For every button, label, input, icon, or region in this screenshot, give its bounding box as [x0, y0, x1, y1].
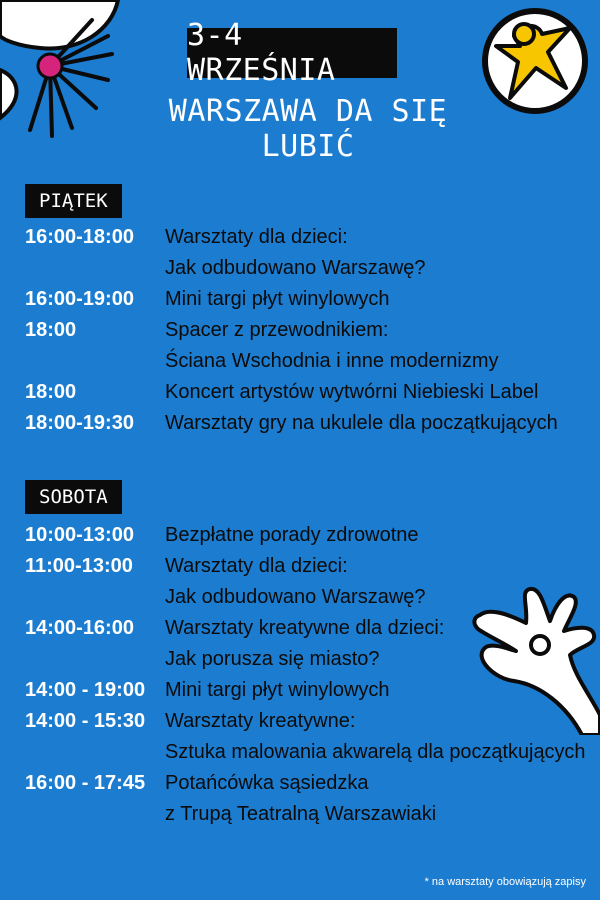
time-slot [25, 346, 165, 377]
date-banner: 3-4 WRZEŚNIA [187, 28, 397, 78]
event-description: Warsztaty gry na ukulele dla początkujących [165, 412, 558, 434]
schedule-row [25, 315, 585, 346]
time-slot: 11:00-13:00 [25, 555, 133, 577]
schedule-row [25, 799, 585, 830]
schedule-row [25, 613, 585, 644]
time-slot: 14:00 - 19:00 [25, 679, 146, 701]
time-slot: 18:00-19:30 [25, 412, 134, 434]
event-description: Jak odbudowano Warszawę? [165, 586, 426, 608]
time-slot [25, 644, 165, 675]
sun-decoration-icon [0, 0, 160, 160]
time-slot [25, 582, 165, 613]
schedule-friday [25, 222, 585, 439]
event-description: Warsztaty dla dzieci: [165, 226, 348, 248]
day-label-saturday: SOBOTA [25, 480, 122, 514]
time-slot: 14:00 - 15:30 [25, 710, 146, 732]
schedule-row [25, 768, 585, 799]
event-description: z Trupą Teatralną Warszawiaki [165, 803, 437, 825]
schedule-row [25, 644, 585, 675]
time-slot: 18:00 [25, 319, 77, 341]
event-description: Koncert artystów wytwórni Niebieski Label [165, 381, 539, 403]
schedule-row [25, 222, 585, 253]
event-description: Jak odbudowano Warszawę? [165, 257, 426, 279]
star-person-logo-icon [480, 6, 590, 116]
event-description: Spacer z przewodnikiem: [165, 319, 389, 341]
schedule-row [25, 408, 585, 439]
event-description: Warsztaty dla dzieci: [165, 555, 348, 577]
time-slot: 16:00-18:00 [25, 226, 134, 248]
schedule-row [25, 706, 585, 737]
schedule-row [25, 346, 585, 377]
event-description: Sztuka malowania akwarelą dla początkujących [165, 741, 586, 763]
schedule-row [25, 377, 585, 408]
schedule-saturday [25, 520, 585, 830]
schedule-row [25, 284, 585, 315]
event-description: Jak porusza się miasto? [165, 648, 380, 670]
schedule-row [25, 253, 585, 284]
time-slot: 14:00-16:00 [25, 617, 134, 639]
event-description: Ściana Wschodnia i inne modernizmy [165, 350, 499, 372]
schedule-row [25, 551, 585, 582]
event-description: Bezpłatne porady zdrowotne [165, 524, 419, 546]
event-description: Warsztaty kreatywne: [165, 710, 356, 732]
event-description: Potańcówka sąsiedzka [165, 772, 369, 794]
time-slot: 18:00 [25, 381, 77, 403]
schedule-row [25, 737, 585, 768]
time-slot [25, 737, 165, 768]
time-slot [25, 799, 165, 830]
event-description: Mini targi płyt winylowych [165, 288, 390, 310]
time-slot: 10:00-13:00 [25, 524, 134, 546]
time-slot [25, 253, 165, 284]
schedule-row [25, 582, 585, 613]
event-description: Warsztaty kreatywne dla dzieci: [165, 617, 445, 639]
schedule-row [25, 675, 585, 706]
event-description: Mini targi płyt winylowych [165, 679, 390, 701]
schedule-row [25, 520, 585, 551]
footnote: * na warsztaty obowiązują zapisy [424, 876, 586, 888]
day-label-friday: PIĄTEK [25, 184, 122, 218]
time-slot: 16:00 - 17:45 [25, 772, 146, 794]
time-slot: 16:00-19:00 [25, 288, 134, 310]
event-title: WARSZAWA DA SIĘ LUBIĆ [168, 94, 448, 164]
